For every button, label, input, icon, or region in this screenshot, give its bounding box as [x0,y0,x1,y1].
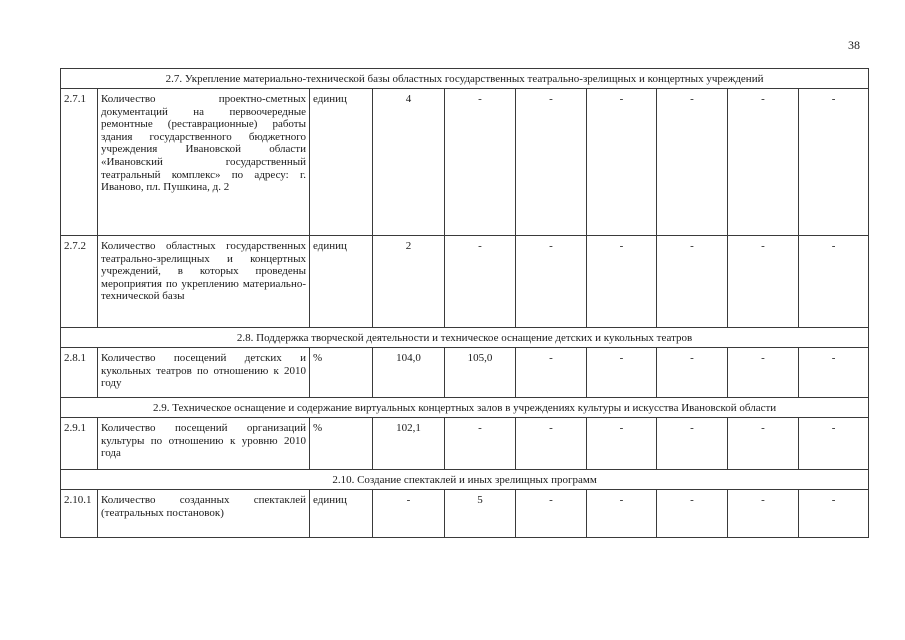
value-cell: - [587,348,657,398]
value-cell: - [657,348,728,398]
value-cell: - [516,490,587,538]
section-title: 2.8. Поддержка творческой деятельности и техническое оснащение детских и кукольных театров [61,328,869,348]
value-cell: - [657,236,728,328]
value-cell: - [728,490,799,538]
section-title: 2.9. Техническое оснащение и содержание виртуальных концертных залов в учреждениях культуры и искусства Ивановской области [61,398,869,418]
indicator-description: Количество посещений организаций культуры по отношению к уровню 2010 года [98,418,310,470]
indicator-description: Количество областных государственных театрально-зрелищных и концертных учреждений, в которых проведены мероприятия по укреплению материально-технической базы [98,236,310,328]
value-cell: - [445,418,516,470]
indicator-description: Количество посещений детских и кукольных театров по отношению к 2010 году [98,348,310,398]
section-header-row [61,470,869,490]
indicator-description: Количество проектно-сметных документаций на первоочередные ремонтные (реставрационные) работы здания государственного бюджетного учреждения Ивановской области «Ивановский государственный театральный комплекс» по адресу: г. Иваново, пл. Пушкина, д. 2 [98,89,310,236]
value-cell: - [799,348,869,398]
table-row [61,236,869,328]
unit-cell: % [310,418,373,470]
unit-cell: единиц [310,236,373,328]
table-row [61,89,869,236]
value-cell: - [799,236,869,328]
value-cell: - [516,348,587,398]
row-number: 2.7.1 [61,89,98,236]
unit-cell: единиц [310,490,373,538]
table-row [61,418,869,470]
section-title: 2.10. Создание спектаклей и иных зрелищных программ [61,470,869,490]
value-cell: - [587,236,657,328]
section-header-row [61,69,869,89]
value-cell: - [657,89,728,236]
row-number: 2.7.2 [61,236,98,328]
table-row [61,348,869,398]
value-cell: - [516,418,587,470]
value-cell: - [516,236,587,328]
value-cell: - [728,236,799,328]
section-title: 2.7. Укрепление материально-технической базы областных государственных театрально-зрелищных и концертных учреждений [61,69,869,89]
value-cell: - [657,418,728,470]
value-cell: 104,0 [373,348,445,398]
value-cell: 102,1 [373,418,445,470]
table-row [61,490,869,538]
row-number: 2.10.1 [61,490,98,538]
section-header-row [61,398,869,418]
unit-cell: единиц [310,89,373,236]
value-cell: - [657,490,728,538]
value-cell: - [373,490,445,538]
value-cell: - [799,418,869,470]
value-cell: - [587,490,657,538]
section-header-row [61,328,869,348]
unit-cell: % [310,348,373,398]
value-cell: - [445,236,516,328]
indicator-description: Количество созданных спектаклей (театральных постановок) [98,490,310,538]
row-number: 2.9.1 [61,418,98,470]
value-cell: 5 [445,490,516,538]
value-cell: - [587,89,657,236]
value-cell: - [728,418,799,470]
row-number: 2.8.1 [61,348,98,398]
value-cell: 105,0 [445,348,516,398]
value-cell: - [728,348,799,398]
value-cell: - [799,490,869,538]
value-cell: 2 [373,236,445,328]
value-cell: - [516,89,587,236]
value-cell: - [728,89,799,236]
indicators-table [60,68,869,538]
value-cell: - [587,418,657,470]
value-cell: - [799,89,869,236]
value-cell: 4 [373,89,445,236]
value-cell: - [445,89,516,236]
page-number: 38 [848,38,860,52]
